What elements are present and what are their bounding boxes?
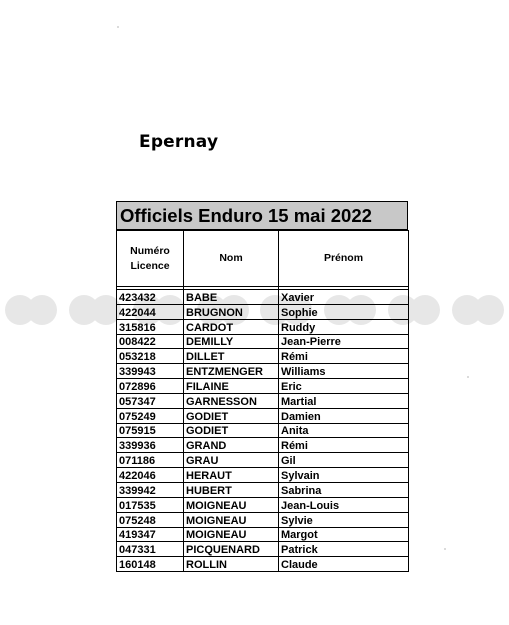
column-header-licence [117,231,184,287]
table-row [117,557,409,572]
cell-prenom: Williams [279,364,409,379]
column-header-prenom: Prénom [279,231,409,287]
table-row [117,453,409,468]
cell-prenom: Jean-Louis [279,497,409,512]
cell-prenom: Sophie [279,304,409,319]
location-title: Epernay [139,132,219,152]
cell-nom: GRAND [184,438,279,453]
cell-licence: 160148 [117,557,184,572]
cell-licence: 075915 [117,423,184,438]
cell-licence: 315816 [117,319,184,334]
cell-nom: DEMILLY [184,334,279,349]
column-header-licence-line1: Numéro [130,244,170,257]
cell-licence: 339936 [117,438,184,453]
table-row [117,408,409,423]
table-title: Officiels Enduro 15 mai 2022 [116,201,408,230]
cell-prenom: Margot [279,527,409,542]
cell-prenom: Sabrina [279,482,409,497]
table-row [117,334,409,349]
cell-nom: CARDOT [184,319,279,334]
cell-nom: GODIET [184,408,279,423]
cell-prenom: Patrick [279,542,409,557]
table-row [117,304,409,319]
table-row [117,393,409,408]
cell-licence: 017535 [117,497,184,512]
table-row [117,512,409,527]
cell-licence: 419347 [117,527,184,542]
scan-speck [467,376,469,378]
cell-prenom: Jean-Pierre [279,334,409,349]
cell-nom: MOIGNEAU [184,497,279,512]
cell-licence: 075248 [117,512,184,527]
cell-prenom: Damien [279,408,409,423]
officials-table-block [116,201,408,572]
cell-licence: 422046 [117,468,184,483]
table-row [117,482,409,497]
scan-speck [117,26,119,28]
cell-prenom: Claude [279,557,409,572]
cell-nom: MOIGNEAU [184,512,279,527]
cell-nom: PICQUENARD [184,542,279,557]
scan-speck [444,548,446,550]
cell-nom: MOIGNEAU [184,527,279,542]
cell-prenom: Ruddy [279,319,409,334]
cell-prenom: Xavier [279,290,409,305]
table-row [117,349,409,364]
cell-nom: FILAINE [184,379,279,394]
table-row [117,364,409,379]
table-row [117,319,409,334]
cell-nom: HERAUT [184,468,279,483]
cell-nom: HUBERT [184,482,279,497]
cell-prenom: Anita [279,423,409,438]
cell-nom: BABE [184,290,279,305]
table-row [117,497,409,512]
table-header-row [117,231,409,287]
table-row [117,438,409,453]
table-row [117,423,409,438]
cell-nom: DILLET [184,349,279,364]
cell-licence: 072896 [117,379,184,394]
cell-licence: 339942 [117,482,184,497]
table-row [117,379,409,394]
column-header-nom: Nom [184,231,279,287]
cell-licence: 008422 [117,334,184,349]
column-header-licence-line2: Licence [130,259,170,272]
cell-nom: ROLLIN [184,557,279,572]
table-row [117,468,409,483]
cell-nom: GRAU [184,453,279,468]
cell-nom: GARNESSON [184,393,279,408]
cell-licence: 075249 [117,408,184,423]
cell-prenom: Eric [279,379,409,394]
cell-prenom: Sylvie [279,512,409,527]
cell-prenom: Rémi [279,438,409,453]
table-row [117,527,409,542]
officials-table [116,230,409,572]
cell-licence: 339943 [117,364,184,379]
cell-nom: GODIET [184,423,279,438]
cell-licence: 057347 [117,393,184,408]
cell-nom: BRUGNON [184,304,279,319]
cell-licence: 047331 [117,542,184,557]
cell-prenom: Gil [279,453,409,468]
table-row [117,542,409,557]
cell-prenom: Rémi [279,349,409,364]
table-row [117,290,409,305]
cell-licence: 422044 [117,304,184,319]
cell-prenom: Sylvain [279,468,409,483]
cell-prenom: Martial [279,393,409,408]
cell-licence: 423432 [117,290,184,305]
cell-licence: 071186 [117,453,184,468]
cell-licence: 053218 [117,349,184,364]
cell-nom: ENTZMENGER [184,364,279,379]
